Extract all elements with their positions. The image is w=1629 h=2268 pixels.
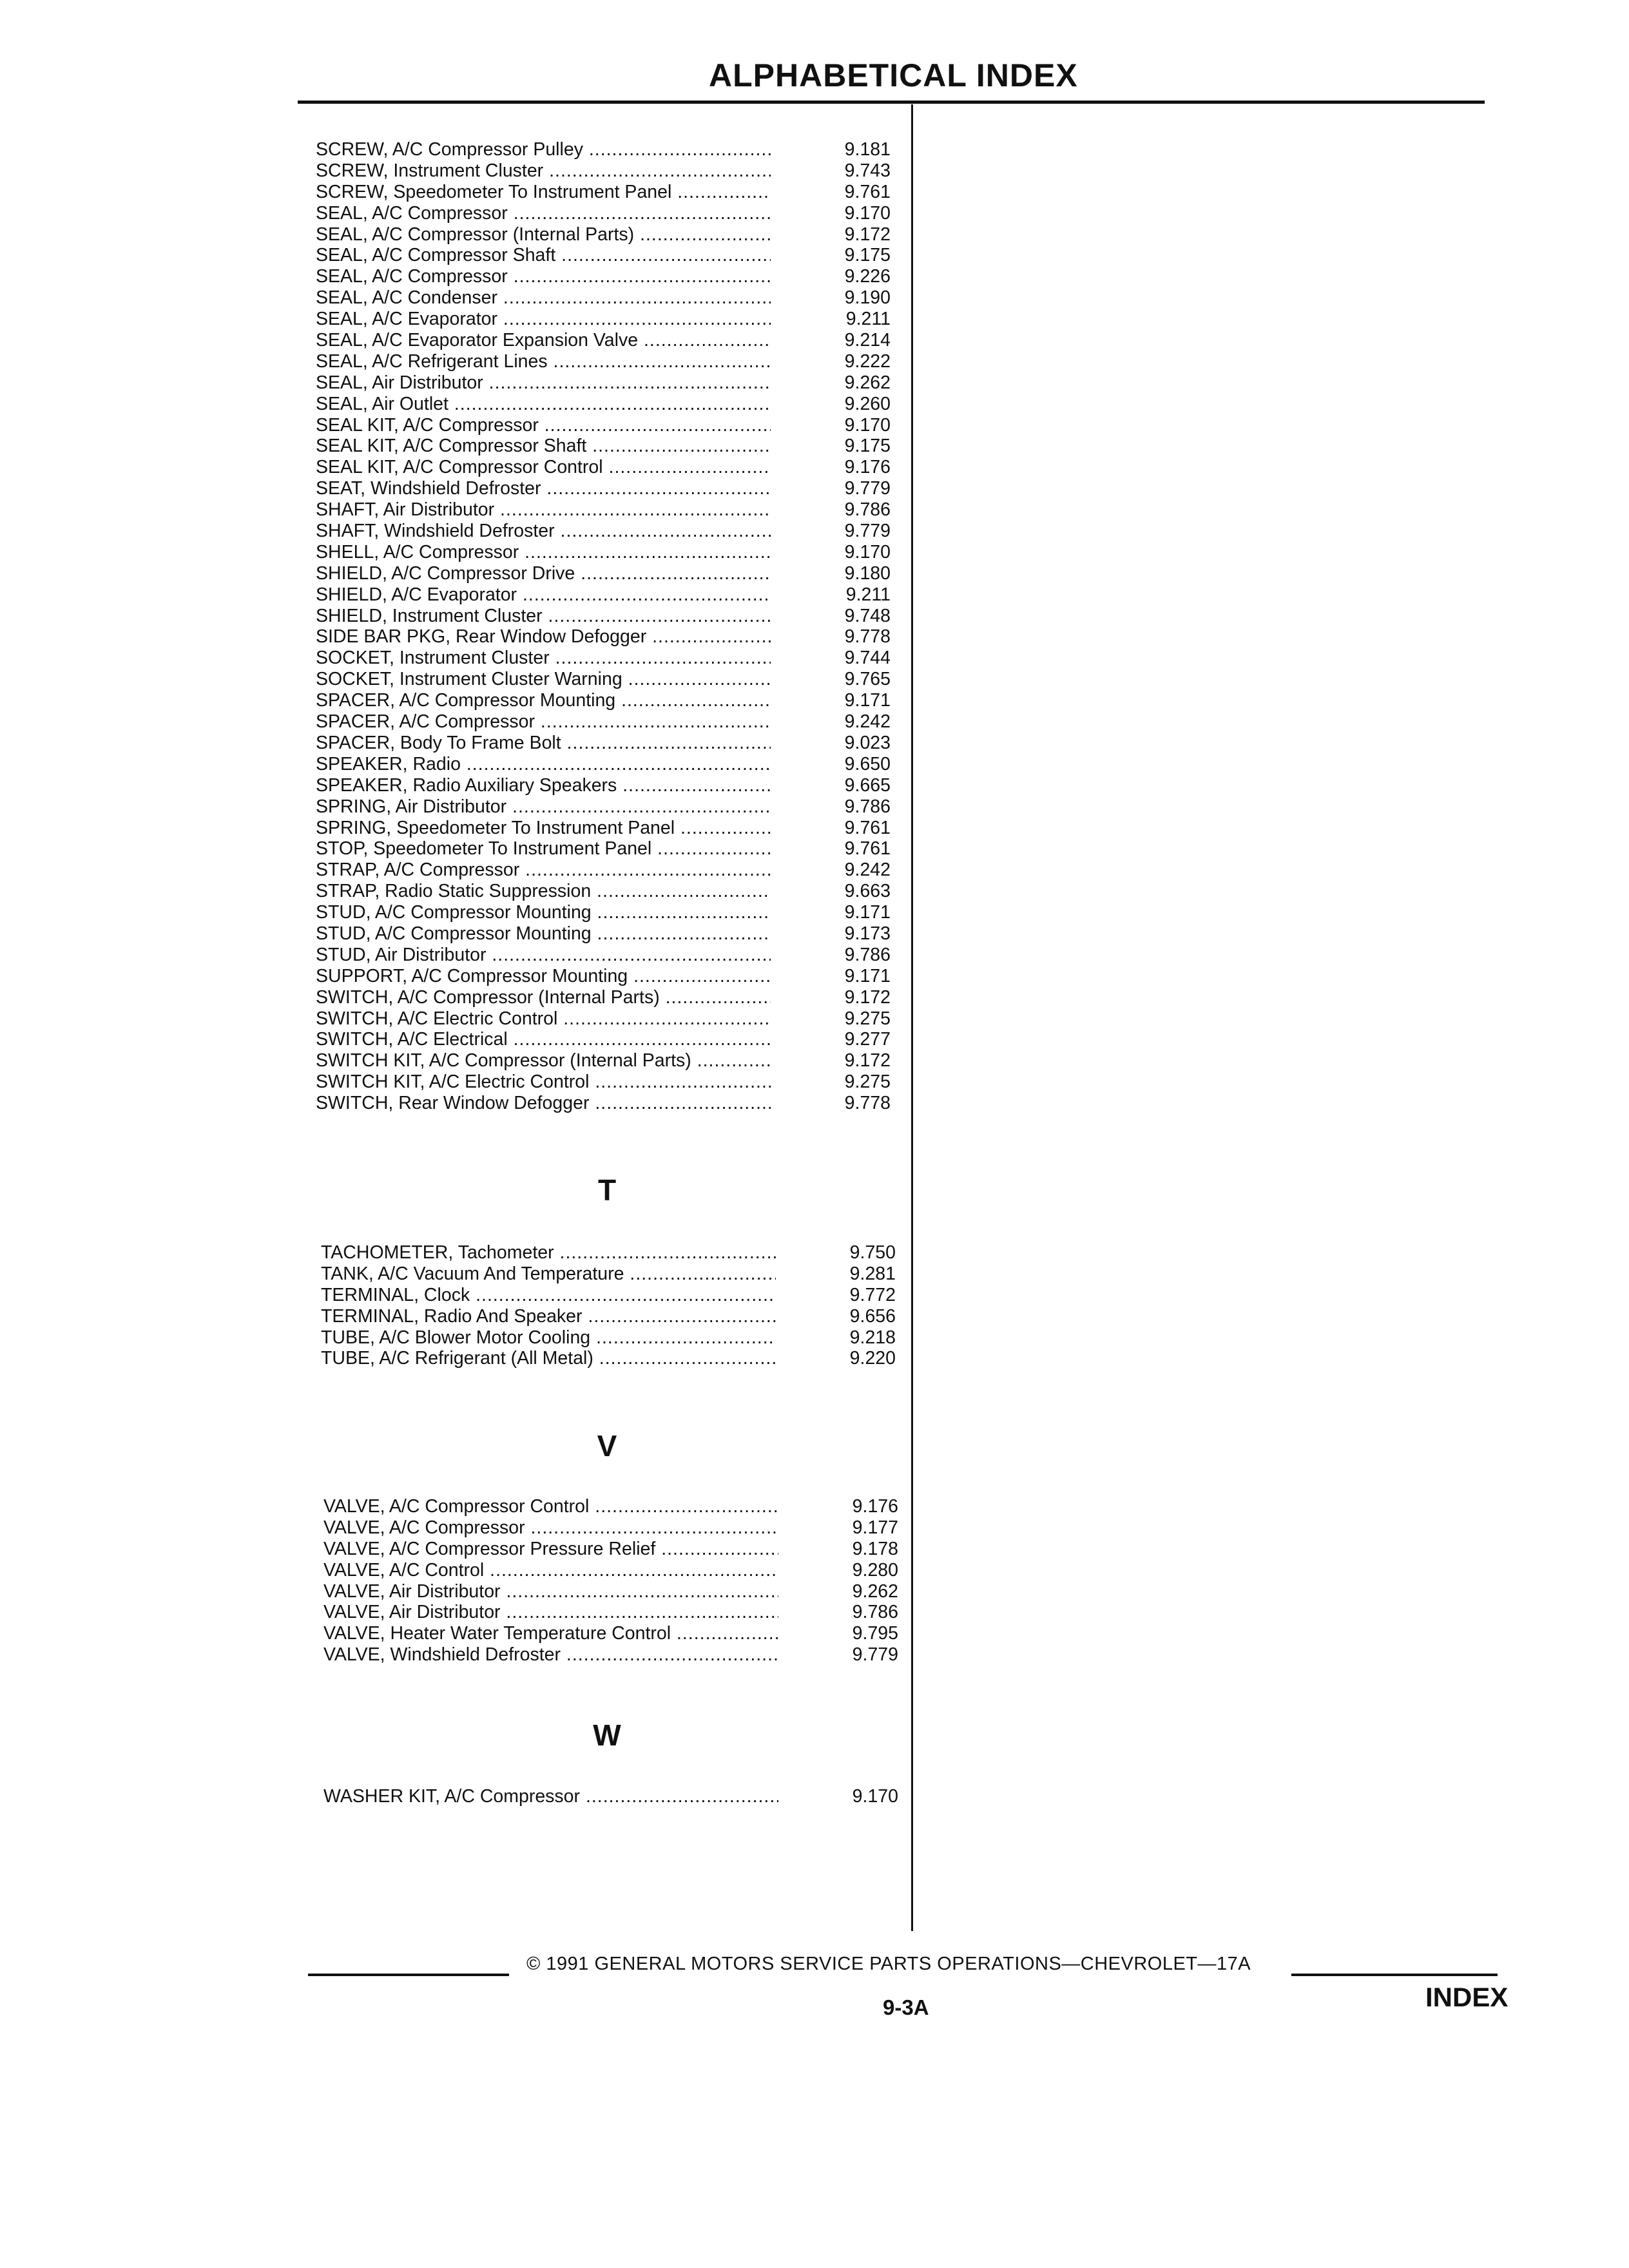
index-entry <box>316 690 896 711</box>
index-entry <box>316 224 896 245</box>
index-entry <box>323 1517 903 1539</box>
index-entry <box>316 1050 896 1072</box>
entry-label: SEAL KIT, A/C Compressor Control ..... <box>316 457 771 478</box>
entry-page-number: 9.779 <box>844 478 891 499</box>
index-entry <box>316 266 896 287</box>
entry-label: SUPPORT, A/C Compressor Mounting ..... <box>316 966 771 987</box>
entry-label: SEAL, A/C Condenser ..... <box>316 287 771 309</box>
index-entry <box>316 563 896 584</box>
entry-page-number: 9.280 <box>852 1559 898 1581</box>
entry-label: SEAL, A/C Compressor ..... <box>316 266 771 287</box>
entry-label: STUD, A/C Compressor Mounting ..... <box>316 902 771 923</box>
index-entry <box>316 1072 896 1093</box>
entry-label: VALVE, Windshield Defroster ..... <box>323 1644 778 1666</box>
entry-label: SEAL KIT, A/C Compressor ..... <box>316 415 771 436</box>
entry-label: SPACER, A/C Compressor Mounting ..... <box>316 690 771 711</box>
entry-page-number: 9.779 <box>852 1644 898 1666</box>
entry-page-number: 9.175 <box>844 245 891 266</box>
index-entry <box>316 160 896 182</box>
index-entry <box>316 733 896 754</box>
entry-page-number: 9.173 <box>844 923 891 944</box>
entry-page-number: 9.656 <box>849 1305 896 1327</box>
entry-page-number: 9.281 <box>849 1263 896 1284</box>
entry-page-number: 9.170 <box>844 541 891 562</box>
entry-label: SWITCH, A/C Electric Control ..... <box>316 1008 771 1030</box>
entry-label: SEAL KIT, A/C Compressor Shaft ..... <box>316 436 771 457</box>
entry-label: SEAT, Windshield Defroster ..... <box>316 478 771 499</box>
entry-label: SEAL, A/C Compressor (Internal Parts) ..... <box>316 224 771 245</box>
entry-label: SHIELD, A/C Compressor Drive ..... <box>316 563 771 584</box>
index-entry <box>323 1539 903 1560</box>
entry-page-number: 9.226 <box>844 266 891 287</box>
index-entry <box>323 1644 903 1666</box>
entry-label: SHAFT, Air Distributor ..... <box>316 499 771 521</box>
index-entry <box>316 203 896 224</box>
entry-label: VALVE, Heater Water Temperature Control ..... <box>323 1623 778 1644</box>
entry-label: STRAP, A/C Compressor ..... <box>316 860 771 881</box>
index-entry <box>323 1623 903 1644</box>
entry-page-number: 9.663 <box>844 881 891 902</box>
entry-page-number: 9.172 <box>844 1050 891 1072</box>
index-entry <box>316 182 896 203</box>
index-entry <box>323 1602 903 1623</box>
entry-label: SHELL, A/C Compressor ..... <box>316 542 771 563</box>
entry-page-number: 9.214 <box>844 330 891 351</box>
index-entry <box>323 1496 903 1517</box>
copyright-notice: © 1991 GENERAL MOTORS SERVICE PARTS OPERATIONS—CHEVROLET—17A <box>526 1954 1251 1974</box>
entry-label: SCREW, A/C Compressor Pulley ..... <box>316 139 771 160</box>
index-entry <box>316 1093 896 1114</box>
entry-page-number: 9.177 <box>852 1517 898 1538</box>
entry-label: TACHOMETER, Tachometer ..... <box>321 1242 776 1264</box>
entry-page-number: 9.665 <box>844 774 891 796</box>
entry-label: WASHER KIT, A/C Compressor ..... <box>323 1786 778 1807</box>
entry-page-number: 9.277 <box>844 1029 891 1050</box>
index-entry <box>316 1029 896 1050</box>
page-title: ALPHABETICAL INDEX <box>709 57 1078 93</box>
entry-page-number: 9.242 <box>844 711 891 733</box>
entry-label: SEAL, A/C Compressor ..... <box>316 203 771 224</box>
index-entry <box>316 754 896 775</box>
entry-label: SOCKET, Instrument Cluster ..... <box>316 648 771 669</box>
entry-page-number: 9.778 <box>844 1093 891 1114</box>
index-entry <box>323 1786 903 1807</box>
entry-label: SHAFT, Windshield Defroster ..... <box>316 521 771 542</box>
index-entry <box>316 818 896 839</box>
entry-page-number: 9.743 <box>844 160 891 181</box>
index-entry <box>323 1560 903 1581</box>
index-entry <box>316 669 896 690</box>
entry-label: SEAL, A/C Refrigerant Lines ..... <box>316 351 771 372</box>
entry-label: SWITCH KIT, A/C Electric Control ..... <box>316 1072 771 1093</box>
section-letter-w: W <box>593 1718 621 1752</box>
index-entry <box>316 860 896 881</box>
entry-label: SWITCH, A/C Electrical ..... <box>316 1029 771 1050</box>
entry-page-number: 9.170 <box>844 202 891 224</box>
entry-label: SOCKET, Instrument Cluster Warning ..... <box>316 669 771 690</box>
entry-label: SEAL, A/C Evaporator Expansion Valve ..... <box>316 330 771 351</box>
entry-label: TANK, A/C Vacuum And Temperature ..... <box>321 1264 776 1285</box>
entry-label: SPEAKER, Radio ..... <box>316 754 771 775</box>
entry-label: VALVE, A/C Compressor ..... <box>323 1517 778 1539</box>
entry-page-number: 9.650 <box>844 753 891 774</box>
section-v <box>323 1496 903 1666</box>
entry-page-number: 9.772 <box>849 1284 896 1305</box>
entry-page-number: 9.172 <box>844 986 891 1008</box>
entry-label: STRAP, Radio Static Suppression ..... <box>316 881 771 902</box>
entry-page-number: 9.761 <box>844 838 891 860</box>
entry-page-number: 9.262 <box>844 372 891 393</box>
entry-label: VALVE, Air Distributor ..... <box>323 1602 778 1623</box>
entry-page-number: 9.181 <box>844 139 891 160</box>
index-entry <box>321 1285 901 1306</box>
entry-label: SPRING, Air Distributor ..... <box>316 796 771 818</box>
entry-label: SWITCH KIT, A/C Compressor (Internal Parts) ..... <box>316 1050 771 1072</box>
entry-label: VALVE, A/C Compressor Control ..... <box>323 1496 778 1517</box>
entry-page-number: 9.211 <box>845 309 891 330</box>
index-entry <box>316 945 896 966</box>
index-entry <box>316 775 896 796</box>
index-entry <box>316 394 896 415</box>
entry-page-number: 9.211 <box>845 584 891 605</box>
index-entry <box>323 1581 903 1602</box>
title-rule <box>298 101 1485 104</box>
index-entry <box>316 606 896 627</box>
entry-page-number: 9.218 <box>849 1327 896 1348</box>
entry-label: SCREW, Instrument Cluster ..... <box>316 160 771 182</box>
entry-page-number: 9.023 <box>844 732 891 753</box>
entry-page-number: 9.171 <box>844 690 891 711</box>
entry-page-number: 9.748 <box>844 605 891 626</box>
entry-label: STUD, Air Distributor ..... <box>316 945 771 966</box>
section-s <box>316 139 896 1114</box>
entry-page-number: 9.786 <box>852 1602 898 1623</box>
entry-page-number: 9.176 <box>844 457 891 478</box>
entry-page-number: 9.172 <box>844 224 891 245</box>
index-entry <box>316 457 896 478</box>
entry-page-number: 9.761 <box>844 181 891 202</box>
entry-page-number: 9.744 <box>844 648 891 669</box>
index-entry <box>321 1348 901 1369</box>
entry-page-number: 9.171 <box>844 902 891 923</box>
section-letter-t: T <box>597 1173 617 1207</box>
entry-page-number: 9.190 <box>844 287 891 309</box>
index-entry <box>316 987 896 1008</box>
index-entry <box>316 287 896 309</box>
entry-label: TERMINAL, Radio And Speaker ..... <box>321 1306 776 1327</box>
section-w <box>323 1786 903 1807</box>
entry-label: SEAL, A/C Compressor Shaft ..... <box>316 245 771 266</box>
index-entry <box>316 796 896 818</box>
entry-label: STUD, A/C Compressor Mounting ..... <box>316 923 771 945</box>
index-entry <box>316 881 896 902</box>
entry-label: SEAL, Air Outlet ..... <box>316 394 771 415</box>
entry-page-number: 9.750 <box>849 1242 896 1263</box>
entry-page-number: 9.761 <box>844 817 891 838</box>
index-entry <box>316 478 896 499</box>
footer-rule-left <box>308 1974 509 1976</box>
entry-page-number: 9.275 <box>844 1008 891 1029</box>
entry-label: SPACER, A/C Compressor ..... <box>316 711 771 733</box>
entry-page-number: 9.170 <box>844 414 891 436</box>
entry-page-number: 9.786 <box>844 796 891 817</box>
entry-page-number: 9.175 <box>844 436 891 457</box>
entry-page-number: 9.170 <box>852 1786 898 1807</box>
entry-label: TUBE, A/C Blower Motor Cooling ..... <box>321 1327 776 1349</box>
index-entry <box>316 415 896 436</box>
page-number: 9-3A <box>883 1995 929 2019</box>
entry-label: VALVE, A/C Compressor Pressure Relief ..... <box>323 1539 778 1560</box>
entry-label: STOP, Speedometer To Instrument Panel ..... <box>316 838 771 860</box>
entry-page-number: 9.765 <box>844 669 891 690</box>
index-entry <box>316 923 896 945</box>
entry-label: SIDE BAR PKG, Rear Window Defogger ..... <box>316 626 771 648</box>
entry-label: SHIELD, Instrument Cluster ..... <box>316 606 771 627</box>
entry-label: VALVE, Air Distributor ..... <box>323 1581 778 1602</box>
entry-label: SWITCH, Rear Window Defogger ..... <box>316 1093 771 1114</box>
index-entry <box>316 245 896 266</box>
index-entry <box>316 351 896 372</box>
index-entry <box>316 711 896 733</box>
index-entry <box>316 372 896 394</box>
entry-page-number: 9.222 <box>844 351 891 372</box>
entry-label: SEAL, A/C Evaporator ..... <box>316 309 771 330</box>
entry-label: SPEAKER, Radio Auxiliary Speakers ..... <box>316 775 771 796</box>
entry-page-number: 9.220 <box>849 1348 896 1369</box>
section-t <box>321 1242 901 1369</box>
index-entry <box>316 902 896 923</box>
entry-label: VALVE, A/C Control ..... <box>323 1560 778 1581</box>
entry-page-number: 9.176 <box>852 1496 898 1517</box>
entry-label: TUBE, A/C Refrigerant (All Metal) ..... <box>321 1348 776 1369</box>
entry-page-number: 9.180 <box>844 562 891 584</box>
footer-rule-right <box>1291 1974 1498 1976</box>
entry-page-number: 9.779 <box>844 521 891 542</box>
entry-label: TERMINAL, Clock ..... <box>321 1285 776 1306</box>
entry-label: SPRING, Speedometer To Instrument Panel ..... <box>316 818 771 839</box>
index-entry <box>316 139 896 160</box>
index-entry <box>316 626 896 648</box>
index-entry <box>321 1242 901 1264</box>
index-entry <box>321 1306 901 1327</box>
entry-page-number: 9.171 <box>844 965 891 986</box>
entry-page-number: 9.778 <box>844 626 891 648</box>
entry-label: SPACER, Body To Frame Bolt ..... <box>316 733 771 754</box>
index-entry <box>316 309 896 330</box>
entry-page-number: 9.242 <box>844 860 891 881</box>
entry-page-number: 9.786 <box>844 499 891 521</box>
entry-label: SHIELD, A/C Evaporator ..... <box>316 584 771 606</box>
entry-page-number: 9.262 <box>852 1581 898 1602</box>
index-entry <box>316 521 896 542</box>
section-tag: INDEX <box>1425 1982 1509 2012</box>
entry-page-number: 9.795 <box>852 1623 898 1644</box>
index-entry <box>316 499 896 521</box>
index-entry <box>316 436 896 457</box>
entry-page-number: 9.786 <box>844 944 891 965</box>
column-divider <box>911 104 913 1931</box>
entry-page-number: 9.275 <box>844 1072 891 1093</box>
entry-label: SWITCH, A/C Compressor (Internal Parts) ..... <box>316 987 771 1008</box>
entry-page-number: 9.178 <box>852 1538 898 1559</box>
index-entry <box>316 330 896 351</box>
index-entry <box>316 648 896 669</box>
index-entry <box>316 542 896 563</box>
index-entry <box>316 584 896 606</box>
entry-label: SEAL, Air Distributor ..... <box>316 372 771 394</box>
section-letter-v: V <box>597 1429 617 1463</box>
index-entry <box>316 1008 896 1030</box>
entry-label: SCREW, Speedometer To Instrument Panel ..... <box>316 182 771 203</box>
index-entry <box>321 1264 901 1285</box>
index-entry <box>316 838 896 860</box>
index-entry <box>316 966 896 987</box>
index-entry <box>321 1327 901 1349</box>
entry-page-number: 9.260 <box>844 393 891 414</box>
